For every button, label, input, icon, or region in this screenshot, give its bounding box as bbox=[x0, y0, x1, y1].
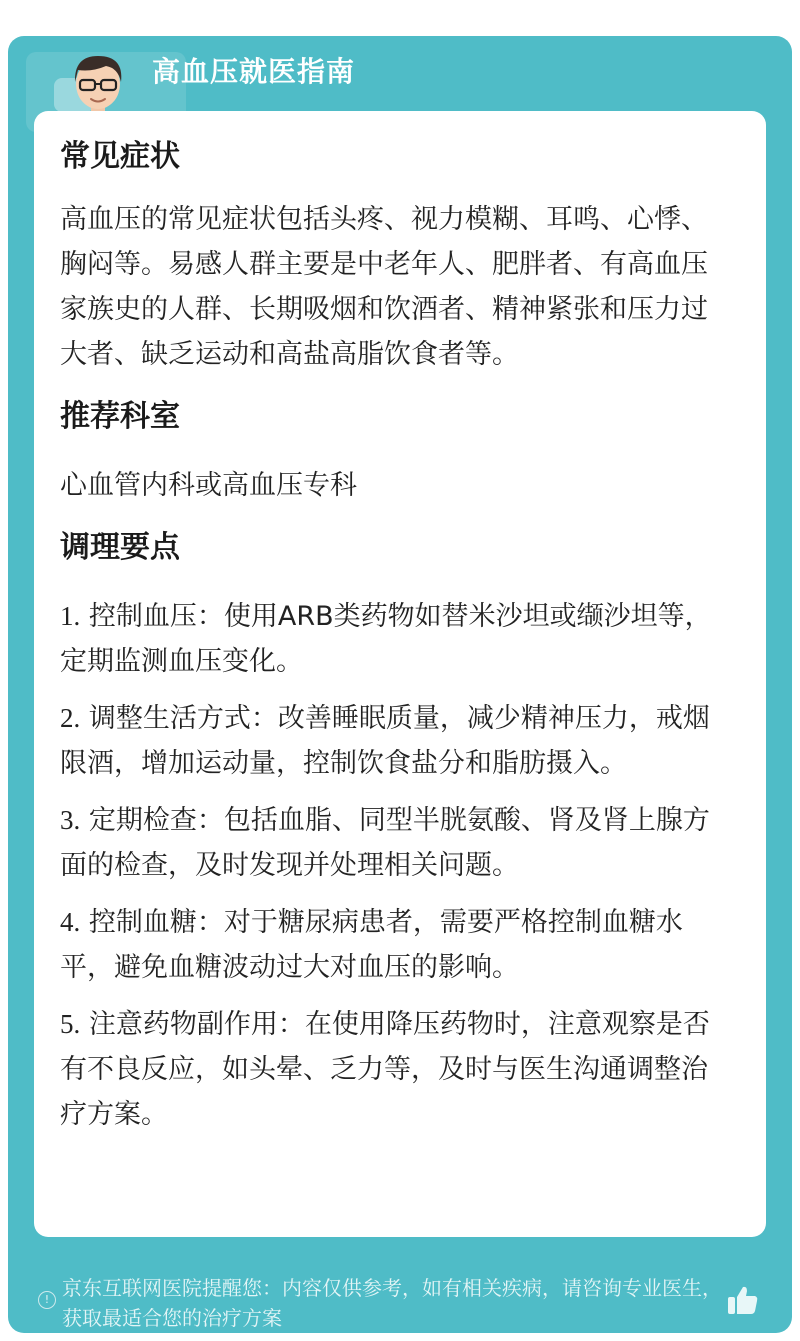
content-card bbox=[34, 111, 766, 1237]
care-tip bbox=[60, 594, 728, 684]
symptoms-body: 高血压的常见症状包括头疼、视力模糊、耳鸣、心悸、胸闷等。易感人群主要是中老年人、肥胖者、有高血压家族史的人群、长期吸烟和饮酒者、精神紧张和压力过大者、缺乏运动和高盐高脂饮食者等。 bbox=[60, 204, 708, 370]
care-tip bbox=[60, 1002, 728, 1137]
card-content bbox=[60, 137, 728, 1149]
tip-number: 5. bbox=[60, 1009, 81, 1039]
department-title: 推荐科室 bbox=[60, 399, 180, 434]
care-tips-list bbox=[60, 594, 728, 1137]
tip-number: 2. bbox=[60, 703, 81, 733]
tip-text: 调整生活方式：改善睡眠质量，减少精神压力，戒烟限酒，增加运动量，控制饮食盐分和脂肪摄入。 bbox=[60, 703, 710, 779]
care-title: 调理要点 bbox=[60, 530, 180, 565]
page-title: 高血压就医指南 bbox=[152, 55, 356, 88]
symptoms-title: 常见症状 bbox=[60, 139, 180, 174]
footer-notice-text: 京东互联网医院提醒您：内容仅供参考，如有相关疾病，请咨询专业医生，获取最适合您的治疗方案 bbox=[62, 1276, 722, 1330]
tip-text: 定期检查：包括血脂、同型半胱氨酸、肾及肾上腺方面的检查，及时发现并处理相关问题。 bbox=[60, 805, 710, 881]
footer-notice bbox=[8, 1253, 792, 1333]
tip-text: 注意药物副作用：在使用降压药物时，注意观察是否有不良反应，如头晕、乏力等，及时与医生沟通调整治疗方案。 bbox=[60, 1009, 710, 1130]
tip-number: 4. bbox=[60, 907, 81, 937]
tip-text: 控制血糖：对于糖尿病患者，需要严格控制血糖水平，避免血糖波动过大对血压的影响。 bbox=[60, 907, 683, 983]
tip-number: 3. bbox=[60, 805, 81, 835]
care-tip bbox=[60, 696, 728, 786]
department-body: 心血管内科或高血压专科 bbox=[60, 470, 357, 501]
tip-number: 1. bbox=[60, 601, 81, 631]
care-tip bbox=[60, 798, 728, 888]
thumbs-up-icon[interactable] bbox=[726, 1283, 760, 1317]
tip-text: 控制血压：使用ARB类药物如替米沙坦或缬沙坦等，定期监测血压变化。 bbox=[60, 601, 712, 677]
info-icon: ! bbox=[38, 1291, 56, 1309]
care-tip bbox=[60, 900, 728, 990]
